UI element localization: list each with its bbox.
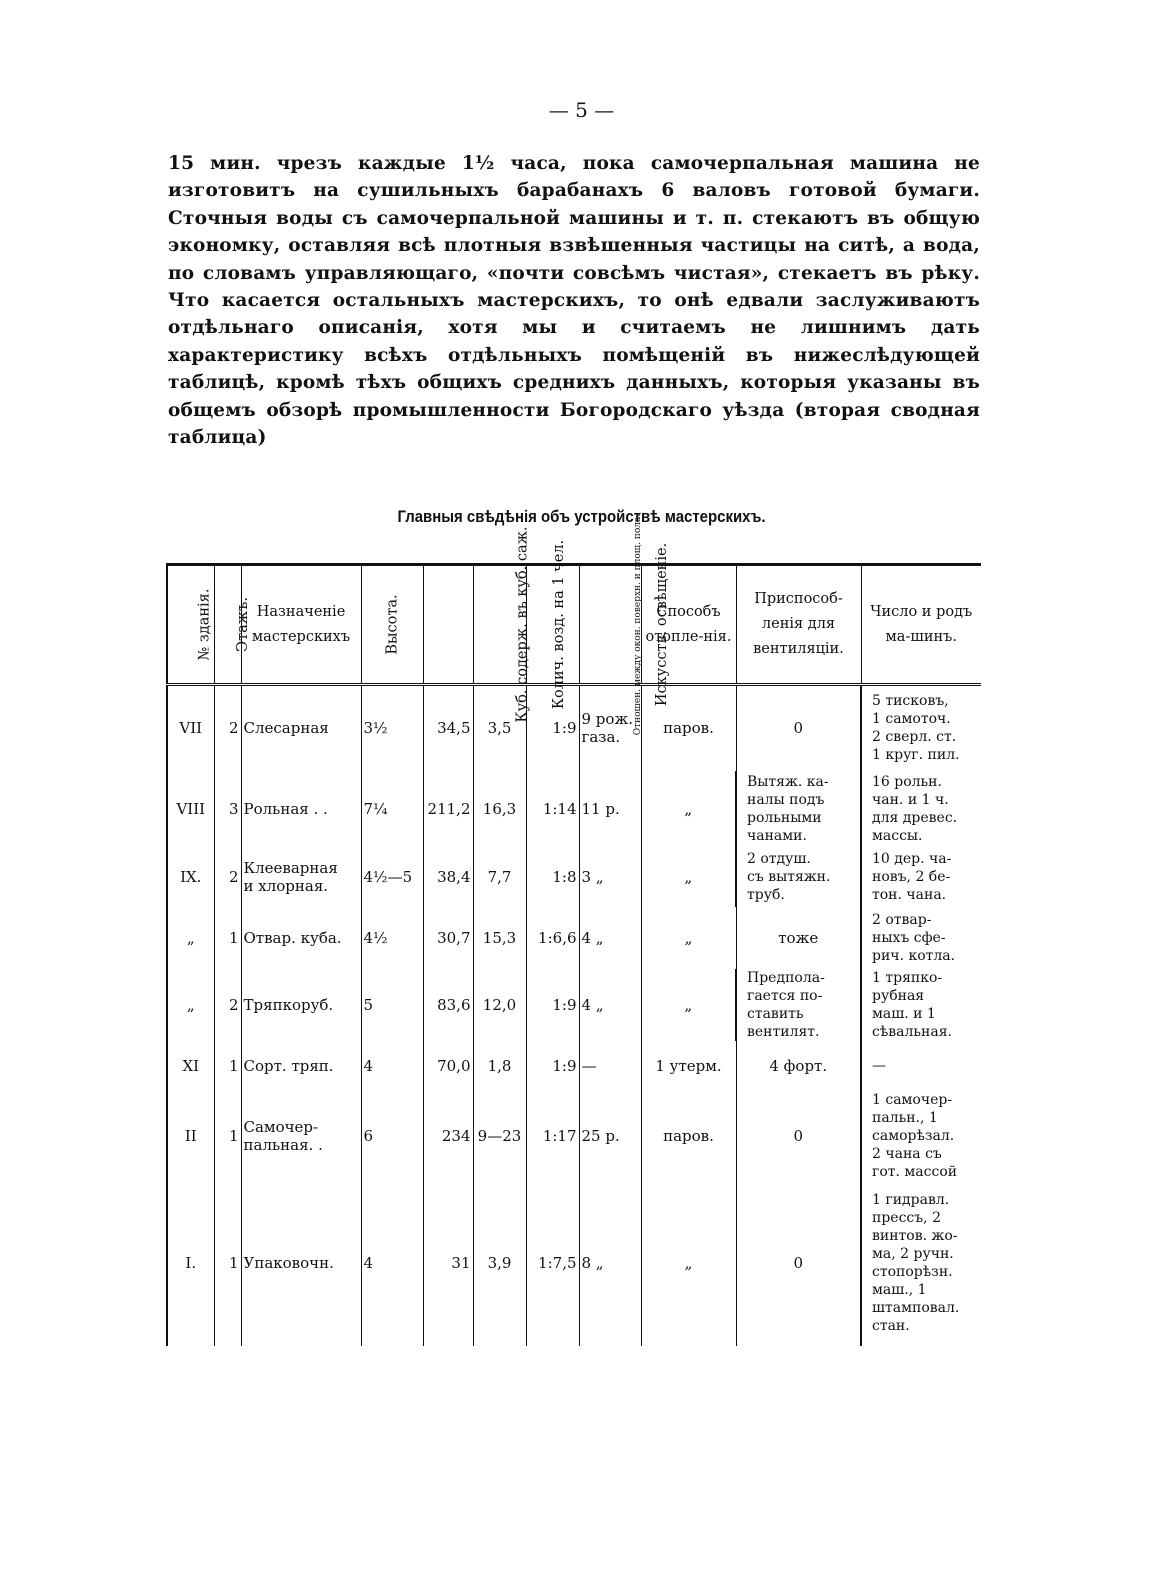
column-header-label: № зданія. [196, 588, 213, 661]
table-cell: 2 [214, 685, 241, 771]
header-row [167, 565, 981, 685]
table-cell: „ [641, 1181, 736, 1346]
table-cell: 8 „ [579, 1181, 641, 1346]
table-cell: „ [167, 907, 214, 969]
table-cell: 4½—5 [361, 847, 423, 907]
table-cell: Рольная . . [241, 771, 361, 847]
table-cell: Предпола- гается по- ставить вентилят. [736, 969, 861, 1041]
table-cell: „ [641, 969, 736, 1041]
table-cell: 3 „ [579, 847, 641, 907]
table-cell: Сорт. тряп. [241, 1041, 361, 1091]
table-cell: 1 самочер- пальн., 1 саморѣзал. 2 чана съ гот. массой [861, 1091, 981, 1181]
table-cell: XI [167, 1041, 214, 1091]
table-cell: 1:9 [526, 1041, 579, 1091]
table-cell: VIII [167, 771, 214, 847]
table-cell: 1:9 [526, 685, 579, 771]
table-cell: 15,3 [473, 907, 526, 969]
table-cell: 4 „ [579, 969, 641, 1041]
table-title: Главныя свѣдѣнія объ устройствѣ мастерскихъ. [397, 507, 766, 526]
table-cell: 0 [736, 685, 861, 771]
table-cell: „ [167, 969, 214, 1041]
table-cell: 0 [736, 1091, 861, 1181]
table-cell: Самочер- пальная. . [241, 1091, 361, 1181]
table-cell: 1,8 [473, 1041, 526, 1091]
table-cell: 1:14 [526, 771, 579, 847]
table-row [167, 847, 981, 907]
table-cell: 211,2 [423, 771, 473, 847]
table-cell: 1 тряпко- рубная маш. и 1 сѣвальная. [861, 969, 981, 1041]
table-cell: 9 рож. газа. [579, 685, 641, 771]
column-header-label: Куб. содерж. въ куб. саж. [514, 526, 531, 723]
column-header-label: Колич. возд. на 1 чел. [550, 539, 567, 710]
column-header [214, 565, 251, 685]
table-row [167, 1041, 981, 1091]
table-cell: 16,3 [473, 771, 526, 847]
table-cell: IX. [167, 847, 214, 907]
table-cell: паров. [641, 1091, 736, 1181]
table-cell: 9—23 [473, 1091, 526, 1181]
table-cell: — [861, 1041, 981, 1091]
column-header [241, 565, 361, 685]
table-cell: Вытяж. ка- налы подъ рольными чанами. [736, 771, 861, 847]
table-cell: 1 [214, 1041, 241, 1091]
table-cell: паров. [641, 685, 736, 771]
column-header-label: Искусств. освѣщеніе. [653, 542, 670, 707]
table-cell: „ [641, 847, 736, 907]
table-cell: 1 утерм. [641, 1041, 736, 1091]
table-cell: 1:9 [526, 969, 579, 1041]
table-cell: 1 гидравл. прессъ, 2 винтов. жо- ма, 2 ручн. стопорѣзн. маш., 1 штамповал. стан. [861, 1181, 981, 1346]
column-header-label: Число и родъ ма-шинъ. [870, 603, 973, 645]
table-cell: „ [641, 907, 736, 969]
table-cell: 6 [361, 1091, 423, 1181]
table-row [167, 1091, 981, 1181]
table-cell: 5 [361, 969, 423, 1041]
column-header [423, 526, 531, 723]
table-cell: 4 форт. [736, 1041, 861, 1091]
column-header-label: Способъ отопле-нія. [645, 603, 732, 645]
table-cell: 30,7 [423, 907, 473, 969]
table-cell: „ [641, 771, 736, 847]
table-cell: II [167, 1091, 214, 1181]
table-cell: 38,4 [423, 847, 473, 907]
table-row [167, 771, 981, 847]
column-header-label: Этажъ. [234, 597, 251, 652]
table-cell: тоже [736, 907, 861, 969]
table-cell: 1:8 [526, 847, 579, 907]
column-header-label: Назначеніе мастерскихъ [251, 603, 351, 645]
table-row [167, 1181, 981, 1346]
body-text [168, 150, 980, 451]
table-cell: I. [167, 1181, 214, 1346]
table-cell: 1:17 [526, 1091, 579, 1181]
table-cell: Слесарная [241, 685, 361, 771]
table-cell: 3 [214, 771, 241, 847]
table-cell: 25 р. [579, 1091, 641, 1181]
table-row [167, 969, 981, 1041]
table-cell: 7¼ [361, 771, 423, 847]
column-header-label: Отношен. между окон. поверхн. и площ. пола. [632, 513, 643, 736]
table-cell: 1:7,5 [526, 1181, 579, 1346]
page-number: — 5 — [548, 98, 615, 122]
column-header [167, 565, 214, 685]
table-cell: 34,5 [423, 685, 473, 771]
table-cell: 7,7 [473, 847, 526, 907]
table-cell: 31 [423, 1181, 473, 1346]
table-row [167, 685, 981, 771]
table-cell: 3½ [361, 685, 423, 771]
table-cell: 16 рольн. чан. и 1 ч. для древес. массы. [861, 771, 981, 847]
table-cell: 83,6 [423, 969, 473, 1041]
table-cell: Отвар. куба. [241, 907, 361, 969]
table-cell: 70,0 [423, 1041, 473, 1091]
table-cell: VII [167, 685, 214, 771]
table-cell: 4½ [361, 907, 423, 969]
table-cell: 1 [214, 1091, 241, 1181]
table-cell: Клееварная и хлорная. [241, 847, 361, 907]
table-cell: 11 р. [579, 771, 641, 847]
table-cell: 3,9 [473, 1181, 526, 1346]
table-cell: 3,5 [473, 685, 526, 771]
table-cell: 0 [736, 1181, 861, 1346]
table-cell: 2 отдуш. съ вытяжн. труб. [736, 847, 861, 907]
table-cell: 1:6,6 [526, 907, 579, 969]
table-cell: — [579, 1041, 641, 1091]
table-row [167, 907, 981, 969]
paragraph: 15 мин. чрезъ каждые 1½ часа, пока самочерпальная машина не изготовитъ на сушильныхъ барабанахъ 6 валовъ готовой бумаги. Сточныя воды съ самочерпальной машины и т. п. стекаютъ въ общую экономку, оставляя всѣ плотныя взвѣшенныя частицы на ситѣ, а вода, по словамъ управляющаго, «почти совсѣмъ чистая», стекаетъ въ рѣку. Что касается остальныхъ мастерскихъ, то онѣ едвали заслуживаютъ отдѣльнаго описанія, хотя мы и считаемъ не лишнимъ дать характеристику всѣхъ отдѣльныхъ помѣщеній въ нижеслѣдующей таблицѣ, кромѣ тѣхъ общихъ среднихъ данныхъ, которыя указаны въ общемъ обзорѣ промышленности Богородскаго уѣзда (вторая сводная таблица) [168, 153, 980, 449]
table-cell: 4 „ [579, 907, 641, 969]
column-header [861, 565, 981, 685]
column-header [361, 565, 423, 685]
table-cell: 4 [361, 1041, 423, 1091]
table-cell: 1 [214, 907, 241, 969]
column-header [736, 565, 861, 685]
table-cell: 1 [214, 1181, 241, 1346]
table-cell: 12,0 [473, 969, 526, 1041]
table-cell: 2 [214, 969, 241, 1041]
column-header-label: Высота. [384, 594, 401, 655]
table-cell: 2 [214, 847, 241, 907]
table-cell: 4 [361, 1181, 423, 1346]
table-cell: 234 [423, 1091, 473, 1181]
table-cell: 5 тисковъ, 1 самоточ. 2 сверл. ст. 1 круг. пил. [861, 685, 981, 771]
table-cell: 2 отвар- ныхъ сфе- рич. котла. [861, 907, 981, 969]
table-cell: 10 дер. ча- новъ, 2 бе- тон. чана. [861, 847, 981, 907]
table-cell: Тряпкоруб. [241, 969, 361, 1041]
table-cell: Упаковочн. [241, 1181, 361, 1346]
column-header-label: Приспособ-ленія для вентиляціи. [753, 591, 844, 657]
